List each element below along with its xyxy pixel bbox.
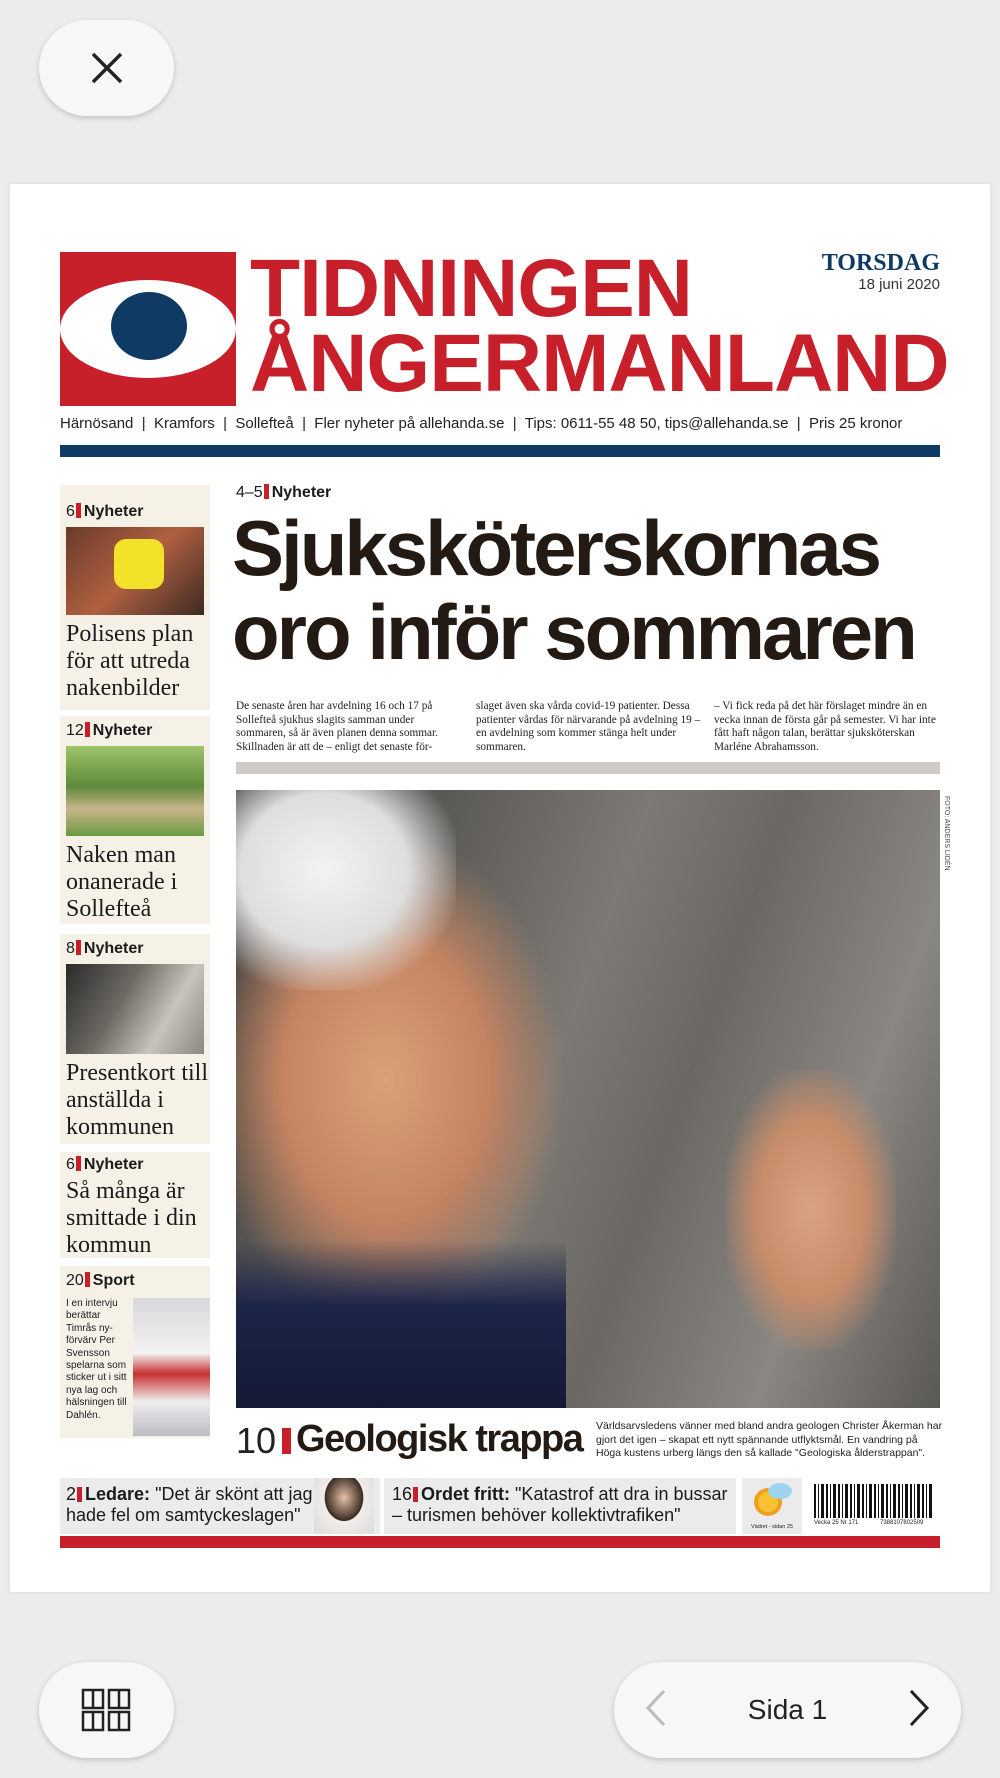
lead-photo[interactable]	[236, 790, 940, 1408]
next-page-button[interactable]	[907, 1688, 931, 1733]
lead-body-col3: – Vi fick reda på det här förslaget mindre än en vecka innan de första går på semester. Vi har inte fått haft någon talan, berättar sjuksköterskan Marléne Abrahamsson.	[714, 700, 936, 753]
lead-headline[interactable]: Sjuksköterskornas oro inför sommaren	[232, 504, 915, 676]
teaser-headline: Polisens plan för att utreda nakenbilder	[66, 621, 194, 701]
page-indicator: Sida 1	[747, 1694, 828, 1725]
teaser-headline: Så många är smittade i din kommun	[66, 1178, 197, 1258]
lead-divider	[236, 762, 940, 774]
feature-text: Världsarvsledens vänner med bland andra geologen Christer Åkerman har gjort det igen – skapat ett nytt spännande utflyktsmål. En vandring på Höga kustens urberg längs den så kallade "Geologiska ålderstrappan".	[596, 1420, 943, 1459]
brand-logo	[60, 252, 236, 406]
masthead-title-line2: ÅNGERMANLAND	[250, 318, 949, 409]
sidebar-teaser-4[interactable]: 6 Nyheter Så många är smittade i din kommun	[60, 1152, 210, 1258]
masthead-weekday: TORSDAG	[821, 250, 940, 276]
section-label: Nyheter	[83, 1156, 144, 1173]
prev-page-button[interactable]	[644, 1688, 668, 1733]
footer-divider	[60, 1536, 940, 1548]
teaser-headline: Presentkort till anställda i kommunen	[66, 1060, 208, 1140]
feature-page-number: 10	[236, 1420, 277, 1461]
close-icon	[90, 51, 124, 85]
teaser-image	[133, 1298, 210, 1436]
chevron-right-icon	[907, 1688, 931, 1728]
teaser-image	[66, 746, 204, 836]
avatar	[314, 1478, 374, 1534]
masthead-info-bar: Härnösand | Kramfors | Sollefteå | Fler nyheter på allehanda.se | Tips: 0611-55 48 50, tips@allehanda.se | Pris 25 kronor	[60, 415, 903, 432]
teaser-text: I en intervju berättar Timrås ny-förvärv Per Svensson spelarna som sticker ut i sitt nya lag och hälsningen till Dahlén.	[66, 1298, 127, 1421]
grid-icon	[81, 1688, 133, 1732]
lead-body-col2: slaget även ska vårda covid-19 patienter. Dessa patienter vårdas för närvarande på avdelning 19 – en avdelning som kommer stänga helt under sommaren.	[476, 700, 701, 753]
sun-cloud-icon	[742, 1478, 802, 1524]
section-label: Sport	[92, 1272, 135, 1289]
section-label: Nyheter	[92, 722, 153, 739]
page-grid-button[interactable]	[39, 1662, 174, 1758]
masthead-divider	[60, 445, 940, 457]
teaser-image	[66, 964, 204, 1054]
weather-box[interactable]: Vädret - sidan 25	[742, 1478, 802, 1534]
barcode: Vecka 25 Nr 171 7388107802509	[808, 1478, 940, 1534]
teaser-image	[66, 527, 204, 615]
chevron-left-icon	[644, 1688, 668, 1728]
sidebar-teaser-1[interactable]: 6 Nyheter Polisens plan för att utreda nakenbilder	[60, 499, 210, 710]
sidebar-teaser-2[interactable]: 12 Nyheter Naken man onanerade i Sollefteå	[60, 716, 210, 924]
lead-kicker: 4–5 Nyheter	[236, 484, 332, 501]
feature-headline[interactable]: Geologisk trappa	[296, 1418, 583, 1460]
sidebar-teaser-5[interactable]: 20 Sport I en intervju berättar Timrås ny-förvärv Per Svensson spelarna som sticker ut i sitt nya lag och hälsningen till Dahlén.	[60, 1266, 210, 1438]
section-label: Nyheter	[83, 503, 144, 520]
lead-body-col1: De senaste åren har avdelning 16 och 17 på Sollefteå sjukhus slagits samman under sommaren, så är även planen denna sommar. Skillnaden är att de – enligt det senaste för-	[236, 700, 439, 753]
sidebar-teaser-3[interactable]: 8 Nyheter Presentkort till anställda i kommunen	[60, 934, 210, 1144]
newspaper-page[interactable]	[10, 184, 990, 1592]
ordet-fritt-teaser[interactable]: 16 Ordet fritt: "Katastrof att dra in bussar – turismen behöver kollektivtrafiken"	[384, 1478, 736, 1534]
photo-credit: FOTO: ANDERS LIDÉN	[943, 796, 950, 871]
close-button[interactable]	[39, 20, 174, 116]
ledare-teaser[interactable]: 2 Ledare: "Det är skönt att jag hade fel om samtyckeslagen"	[60, 1478, 380, 1534]
masthead-title-line1: TIDNINGEN	[250, 243, 692, 334]
section-label: Nyheter	[83, 940, 144, 957]
teaser-headline: Naken man onanerade i Sollefteå	[66, 842, 178, 922]
page-navigator	[614, 1662, 961, 1758]
masthead-date: 18 juni 2020	[858, 276, 940, 293]
